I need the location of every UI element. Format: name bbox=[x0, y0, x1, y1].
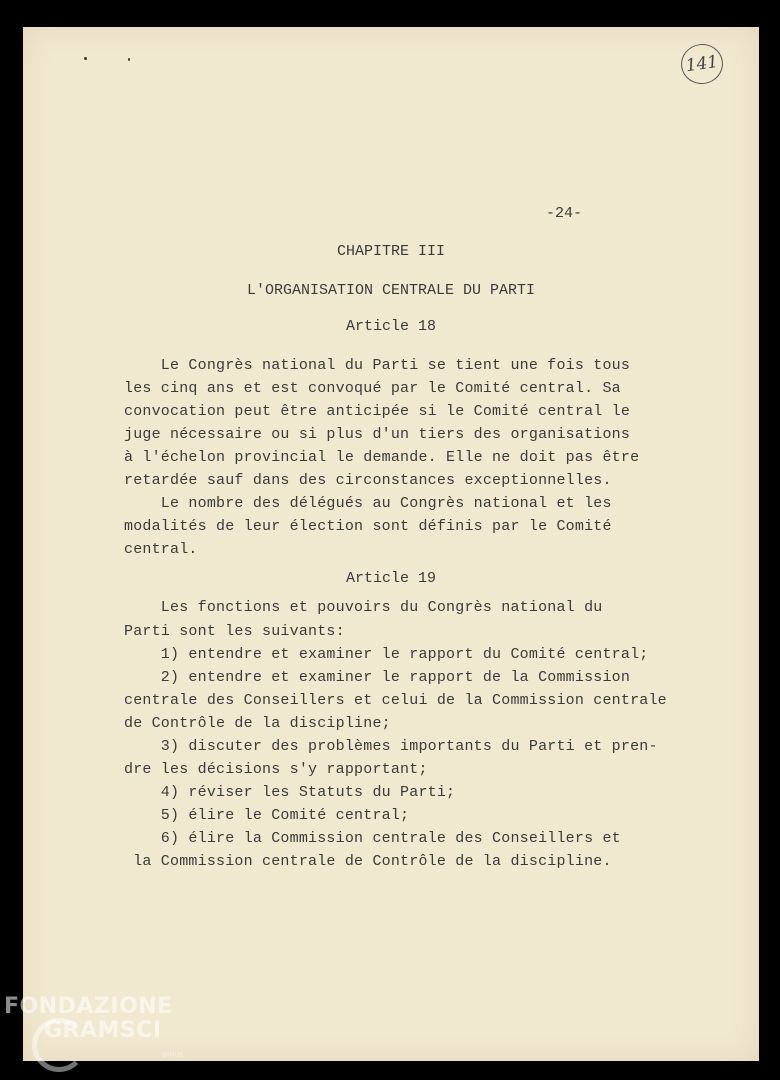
article-18-heading: Article 18 bbox=[345, 318, 436, 335]
article-19-heading: Article 19 bbox=[345, 570, 436, 587]
watermark-line3: onlus bbox=[162, 1050, 184, 1059]
article-18-line: Le nombre des délégués au Congrès national et les bbox=[124, 495, 612, 512]
article-19-line: 3) discuter des problèmes importants du Parti et pren- bbox=[124, 738, 658, 755]
article-18-line: retardée sauf dans des circonstances exceptionnelles. bbox=[124, 472, 612, 489]
watermark-line1: FONDAZIONE bbox=[4, 994, 173, 1019]
article-19-line: 4) réviser les Statuts du Parti; bbox=[124, 784, 456, 801]
article-18-line: central. bbox=[124, 541, 198, 558]
ink-speck bbox=[128, 58, 130, 61]
fondazione-gramsci-watermark bbox=[4, 994, 194, 1074]
article-19-line: de Contrôle de la discipline; bbox=[124, 715, 391, 732]
article-18-line: Le Congrès national du Parti se tient une fois tous bbox=[124, 357, 631, 374]
folio-number: 141 bbox=[678, 41, 725, 86]
chapter-title: CHAPITRE III bbox=[336, 243, 446, 260]
page-number: -24- bbox=[546, 205, 583, 222]
article-19-line: 2) entendre et examiner le rapport de la Commission bbox=[124, 669, 631, 686]
article-18-line: à l'échelon provincial le demande. Elle ne doit pas être bbox=[124, 449, 640, 466]
article-19-line: 5) élire le Comité central; bbox=[124, 807, 410, 824]
article-18-line: convocation peut être anticipée si le Comité central le bbox=[124, 403, 631, 420]
article-19-line: 1) entendre et examiner le rapport du Comité central; bbox=[124, 646, 649, 663]
article-19-line: dre les décisions s'y rapportant; bbox=[124, 761, 428, 778]
article-19-line: 6) élire la Commission centrale des Conseillers et bbox=[124, 830, 621, 847]
watermark-line2: GRAMSCI bbox=[44, 1018, 162, 1043]
section-title: L'ORGANISATION CENTRALE DU PARTI bbox=[246, 282, 536, 299]
ink-speck bbox=[84, 57, 87, 60]
article-19-line: Parti sont les suivants: bbox=[124, 623, 345, 640]
article-19-line: centrale des Conseillers et celui de la Commission centrale bbox=[124, 692, 667, 709]
article-18-line: modalités de leur élection sont définis par le Comité bbox=[124, 518, 612, 535]
document-page bbox=[23, 27, 759, 1061]
article-19-line: la Commission centrale de Contrôle de la discipline. bbox=[124, 853, 612, 870]
article-18-line: juge nécessaire ou si plus d'un tiers des organisations bbox=[124, 426, 631, 443]
article-19-line: Les fonctions et pouvoirs du Congrès national du bbox=[124, 599, 603, 616]
article-18-line: les cinq ans et est convoqué par le Comité central. Sa bbox=[124, 380, 621, 397]
